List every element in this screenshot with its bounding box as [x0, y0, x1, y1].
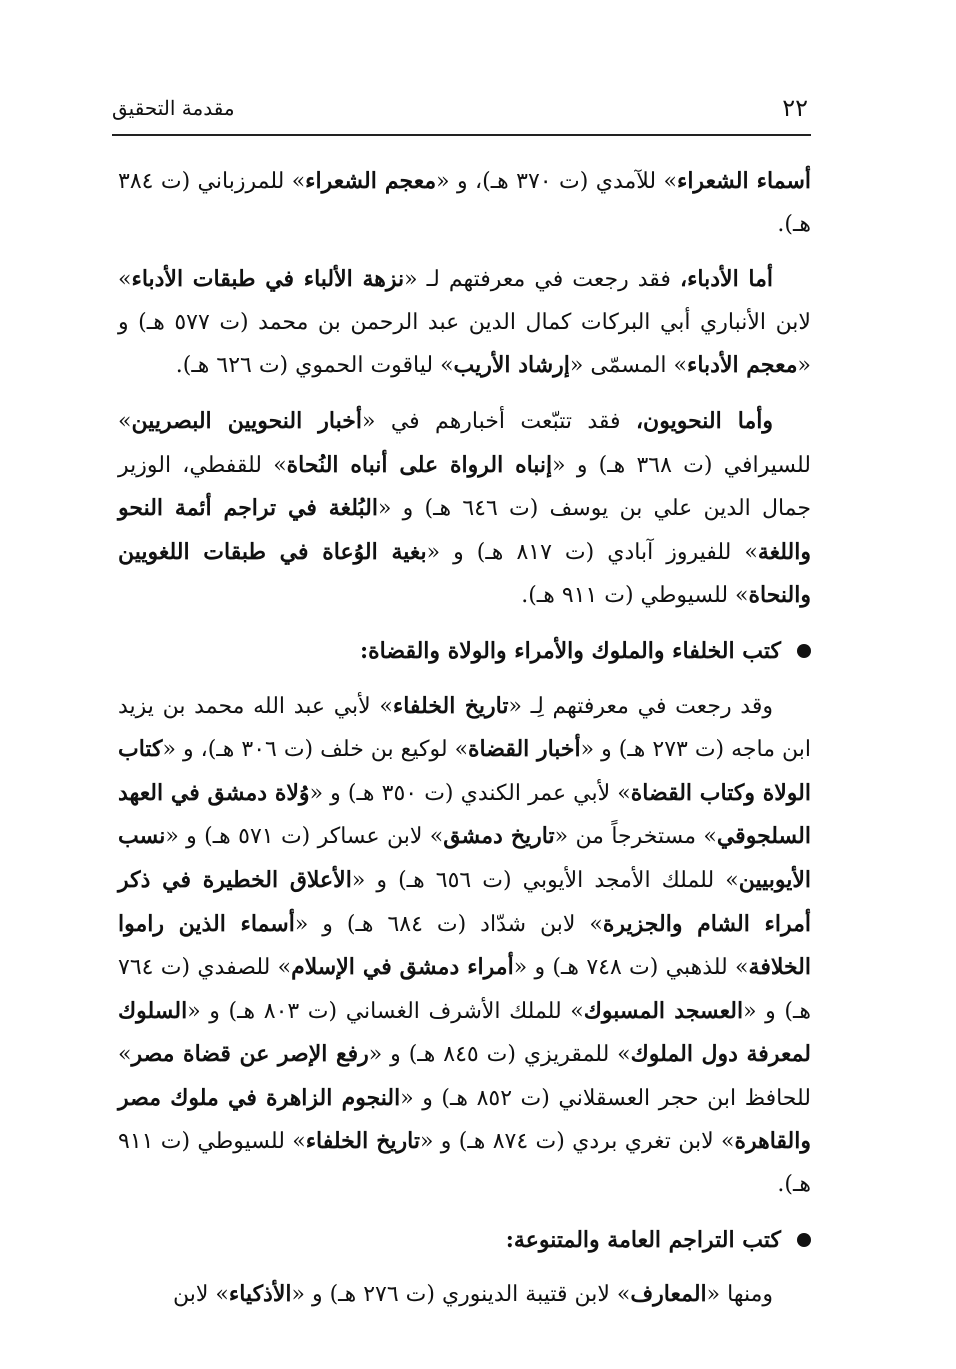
text-run: » للسيرافي (ت ٣٦٨ هـ) و «	[118, 408, 811, 478]
page-number: ٢٢	[782, 94, 808, 122]
text-run: » للذهبي (ت ٧٤٨ هـ) و «	[513, 955, 749, 981]
text-run: » لوكيع بن خلف (ت ٣٠٦ هـ)، و «	[162, 737, 469, 763]
text-run: » للفيروز آبادي (ت ٨١٧ هـ) و «	[426, 539, 758, 565]
book-title: إرشاد الأريب	[453, 352, 570, 379]
bullet-icon	[797, 644, 811, 658]
section-heading-text: كتب التراجم العامة والمتنوعة:	[505, 1226, 781, 1253]
text-run: » للحافظ ابن حجر العسقلاني (ت ٨٥٢ هـ) و «	[118, 1042, 811, 1111]
paragraph-general	[118, 1273, 811, 1317]
book-title: نسب الأيوبيين	[118, 823, 811, 893]
text-run: » لأبي عمر الكندي (ت ٣٥٠ هـ) و «	[309, 780, 631, 806]
text-run: » لأبي عبد الله محمد بن يزيد ابن ماجه (ت ٢٧٣ هـ) و «	[118, 693, 812, 763]
book-title: الأذكياء	[228, 1281, 292, 1308]
text-run: » للسيوطي (ت ٩١١ هـ).	[118, 1129, 811, 1198]
text-run: » للملك الأمجد الأيوبي (ت ٦٥٦ هـ) و «	[351, 867, 739, 893]
paragraph-caliphs	[118, 685, 811, 1207]
book-title: كتاب الولاة وكتاب القضاة	[118, 736, 811, 806]
text-run: » لابن	[173, 1282, 229, 1308]
book-title: أمراء دمشق في الإسلام	[291, 954, 514, 981]
book-title: أسماء الشعراء	[676, 168, 811, 194]
text-run: » مستخرجاً من «	[554, 824, 717, 850]
lead-phrase: وأما النحويون،	[635, 407, 773, 434]
text-run: » للصفدي (ت ٧٦٤ هـ) و «	[118, 955, 811, 1024]
text-run: » لابن شدّاد (ت ٦٨٤ هـ) و «	[294, 911, 603, 937]
text-run: » للسيوطي (ت ٩١١ هـ).	[521, 583, 749, 609]
paragraph-grammarians	[118, 400, 811, 618]
text-run: » لابن تغري بردي (ت ٨٧٤ هـ) و «	[419, 1129, 735, 1155]
book-title: أسماء الذين راموا الخلافة	[118, 910, 811, 981]
book-title: العسجد المسبوك	[583, 997, 744, 1024]
book-title: تاريخ دمشق	[443, 823, 555, 850]
text-run: » لابن قتيبة الدينوري (ت ٢٧٦ هـ) و «	[291, 1282, 631, 1308]
book-title: النجوم الزاهرة في ملوك مصر والقاهرة	[118, 1084, 811, 1155]
book-title: الأعلاق الخطيرة في ذكر أمراء الشام والجزيرة	[118, 866, 811, 937]
paragraph-poets	[118, 160, 811, 246]
text-run: » المسمّى «	[569, 353, 687, 379]
text-run: فقد رجعت في معرفتهم لـ «	[404, 267, 680, 293]
book-title: أخبار النحويين البصريين	[131, 407, 362, 434]
lead-phrase: أما الأدباء،	[679, 266, 773, 293]
bullet-icon	[797, 1233, 811, 1247]
book-title: السلوك لمعرفة دول الملوك	[118, 997, 811, 1068]
book-title: نزهة الألباء في طبقات الأدباء	[131, 266, 405, 293]
text-run: » لابن الأنباري أبي البركات كمال الدين عبد الرحمن بن محمد (ت ٥٧٧ هـ) و «	[118, 267, 811, 379]
book-title: تاريخ الخلفاء	[305, 1128, 420, 1155]
book-title: المعارف	[630, 1281, 707, 1308]
text-run: » للمقريزي (ت ٨٤٥ هـ) و «	[368, 1042, 631, 1068]
text-run: » للقفطي، الوزير جمال الدين علي بن يوسف (ت ٦٤٦ هـ) و «	[118, 452, 811, 522]
text-run: » للملك الأشرف الغساني (ت ٨٠٣ هـ) و «	[187, 998, 584, 1024]
book-title: وُلاة دمشق في العهد السلجوقي	[118, 779, 811, 850]
text-run: » لابن عساكر (ت ٥٧١ هـ) و «	[165, 824, 444, 850]
running-header	[112, 94, 808, 130]
book-title: إنباه الرواة على أنباه النُحاة	[286, 451, 553, 478]
section-heading-text: كتب الخلفاء والملوك والأمراء والولاة والقضاة:	[360, 637, 781, 664]
book-title: أخبار القضاة	[468, 736, 581, 763]
book-title: البُلغة في تراجم أئمة النحو واللغة	[118, 495, 811, 565]
text-run: وقد رجعت في معرفتهم لِـ «	[508, 693, 773, 719]
page-body	[118, 160, 811, 1329]
book-title: بغية الوُعاة في طبقات اللغويين والنحاة	[118, 538, 811, 609]
book-title: معجم الأدباء	[687, 352, 798, 379]
text-run: ومنها «	[706, 1282, 773, 1308]
header-rule	[112, 134, 811, 136]
section-heading-caliphs	[118, 630, 811, 673]
book-title: رفع الإصر عن قضاة مصر	[131, 1041, 369, 1068]
book-title: معجم الشعراء	[305, 168, 437, 194]
section-heading-general	[118, 1219, 811, 1262]
paragraph-literati	[118, 258, 811, 388]
text-run: فقد تتبّعت أخبارهم في «	[361, 408, 636, 434]
text-run: » للآمدي (ت ٣٧٠ هـ)، و «	[436, 169, 677, 194]
text-run: » للمرزباني (ت ٣٨٤ هـ).	[118, 169, 811, 237]
book-title: تاريخ الخلفاء	[392, 692, 509, 719]
running-title: مقدمة التحقيق	[112, 96, 235, 120]
text-run: » لياقوت الحموي (ت ٦٢٦ هـ).	[175, 353, 454, 379]
